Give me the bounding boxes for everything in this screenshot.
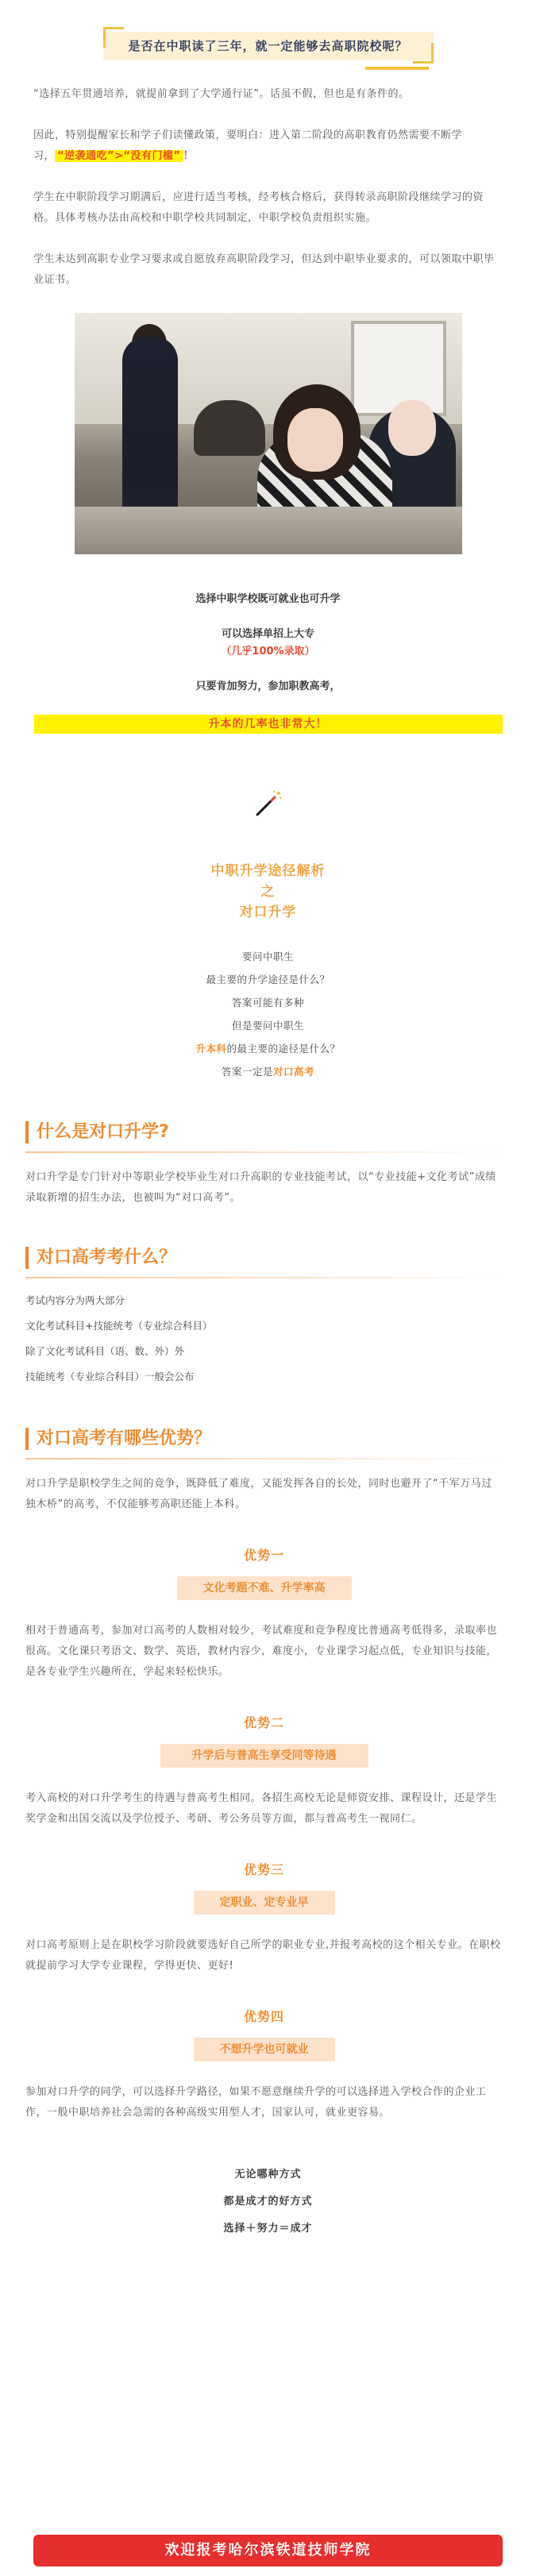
article-title: 是否在中职读了三年，就一定能够去高职院校呢？ bbox=[128, 38, 408, 53]
advantage-3-label: 优势三 bbox=[243, 1862, 284, 1877]
summary-line-4: 只要肯加努力，参加职教高考， bbox=[195, 681, 341, 692]
exam-content-list bbox=[25, 1288, 503, 1390]
advantage-2-tag: 升学后与普高生享受同等待遇 bbox=[160, 1744, 368, 1768]
list-item: 考试内容分为两大部分 bbox=[25, 1294, 125, 1306]
poem-line-6-text: 答案一定是 bbox=[221, 1066, 273, 1078]
intro-paragraph-2-end: ！ bbox=[183, 150, 195, 162]
advantage-4-label: 优势四 bbox=[243, 2009, 284, 2024]
classroom-photo bbox=[75, 313, 462, 554]
ending-line-2: 都是成才的好方式 bbox=[223, 2196, 313, 2208]
pathway-title-line-3: 对口升学 bbox=[239, 904, 297, 920]
intro-paragraph-2-text: 因此，特别提醒家长和学子们读懂政策，要明白：进入第二阶段的高职教育仍然需要不断学习， bbox=[33, 129, 463, 162]
poem-highlight-undergrad: 升本科 bbox=[195, 1043, 227, 1055]
advantages-intro: 对口升学是职校学生之间的竞争，既降低了难度，又能发挥各自的长处，同时也避开了“千军万马过独木桥”的高考，不仅能够考高职还能上本科。 bbox=[25, 1478, 492, 1510]
list-item: 除了文化考试科目（语、数、外）外 bbox=[25, 1345, 185, 1357]
advantage-4-tag: 不想升学也可就业 bbox=[194, 2038, 335, 2061]
advantage-4-body: 参加对口升学的同学，可以选择升学路径，如果不愿意继续升学的可以选择进入学校合作的企业工作，一般中职培养社会急需的各种高级实用型人才，国家认可，就业更容易。 bbox=[25, 2086, 487, 2119]
poem-line-5-text: 的最主要的途径是什么？ bbox=[226, 1043, 341, 1055]
summary-line-3: （几乎100%录取） bbox=[221, 646, 315, 657]
pathway-poem bbox=[0, 945, 536, 1083]
article-title-box bbox=[103, 27, 434, 64]
poem-line-5 bbox=[0, 1037, 536, 1060]
poem-line-6 bbox=[0, 1060, 536, 1083]
intro-paragraph-3: 学生在中职阶段学习期满后，应进行适当考核，经考核合格后，获得转录高职阶段继续学习的资格。具体考核办法由高校和中职学校共同制定，中职学校负责组织实施。 bbox=[33, 191, 484, 224]
advantage-2-body: 考入高校的对口升学考生的待遇与普高考生相同。各招生高校无论是师资安排、课程设计，还是学生奖学金和出国交流以及学位授予、考研、考公务员等方面，都与普高考生一视同仁。 bbox=[25, 1792, 498, 1825]
poem-line-2: 最主要的升学途径是什么？ bbox=[206, 974, 330, 985]
poem-line-3: 答案可能有多种 bbox=[231, 997, 304, 1008]
intro-paragraph-4: 学生未达到高职专业学习要求或自愿放弃高职阶段学习，但达到中职毕业要求的，可以领取中职毕业证书。 bbox=[33, 253, 495, 286]
enroll-banner[interactable]: 欢迎报考哈尔滨铁道技师学院 bbox=[33, 2535, 503, 2566]
advantage-2-label: 优势二 bbox=[243, 1715, 284, 1730]
title-underline-bar bbox=[365, 67, 429, 70]
list-item: 文化考试科目+技能统考（专业综合科目） bbox=[25, 1320, 213, 1332]
magic-wand-icon bbox=[253, 788, 284, 819]
advantage-1-label: 优势一 bbox=[243, 1548, 284, 1563]
ending-line-3: 选择＋努力＝成才 bbox=[223, 2223, 313, 2235]
summary-block bbox=[0, 591, 536, 696]
pathway-title-line-2: 之 bbox=[260, 884, 276, 900]
intro-paragraph-1: “选择五年贯通培养，就提前拿到了大学通行证”。话虽不假，但也是有条件的。 bbox=[33, 88, 410, 100]
advantage-1-tag: 文化考题不难、升学率高 bbox=[177, 1576, 352, 1600]
intro-highlight: “逆袭通吃”>“没有门槛” bbox=[55, 150, 183, 162]
title-corner-top-left bbox=[103, 27, 124, 48]
title-corner-bottom-right bbox=[413, 43, 434, 64]
poem-line-1: 要问中职生 bbox=[241, 951, 294, 962]
advantage-3-tag: 定职业、定专业早 bbox=[194, 1891, 335, 1915]
section-heading-advantages: 对口高考有哪些优势？ bbox=[25, 1428, 503, 1450]
list-item: 技能统考（专业综合科目）一般会公布 bbox=[25, 1371, 195, 1382]
section-heading-exam-content: 对口高考考什么？ bbox=[25, 1247, 503, 1269]
ending-line-1: 无论哪种方式 bbox=[234, 2169, 302, 2181]
summary-line-2: 可以选择单招上大专 bbox=[221, 628, 314, 640]
intro-paragraph-2 bbox=[33, 125, 503, 167]
summary-line-1: 选择中职学校既可就业也可升学 bbox=[195, 593, 341, 605]
advantage-1-body: 相对于普通高考，参加对口高考的人数相对较少，考试难度和竞争程度比普通高考低得多，录取率也很高。文化课只考语文、数学、英语，教材内容少，难度小，专业课学习起点低，专业知识与技能，是各专业学生兴趣所在，学起来轻松快乐。 bbox=[25, 1625, 498, 1678]
section-heading-what-is: 什么是对口升学? bbox=[25, 1121, 503, 1143]
pathway-title bbox=[0, 861, 536, 923]
advantage-3-body: 对口高考原则上是在职校学习阶段就要选好自己所学的职业专业,并报考高校的这个相关专业。在职校就提前学习大学专业课程，学得更快、更好! bbox=[25, 1939, 501, 1972]
ending-block bbox=[0, 2161, 536, 2242]
poem-line-4: 但是要问中职生 bbox=[231, 1020, 304, 1032]
poem-highlight-exam: 对口高考 bbox=[273, 1066, 315, 1078]
section-what-is-body: 对口升学是专门针对中等职业学校毕业生对口升高职的专业技能考试，以“专业技能+文化考试”成绩录取新增的招生办法，也被叫为“对口高考”。 bbox=[25, 1171, 496, 1204]
summary-highlight-banner: 升本的几率也非常大！ bbox=[34, 715, 503, 734]
pathway-title-line-1: 中职升学途径解析 bbox=[210, 863, 326, 879]
